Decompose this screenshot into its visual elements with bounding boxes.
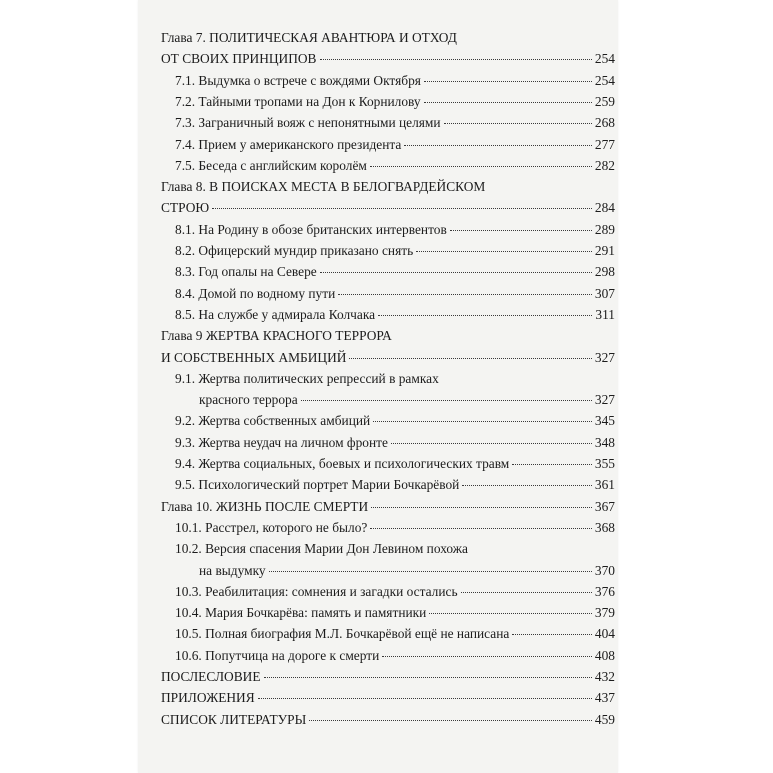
dot-leader xyxy=(512,634,592,635)
section-title: 8.3. Год опалы на Севере xyxy=(175,264,317,280)
toc-entry[interactable] xyxy=(175,648,615,664)
page-number: 345 xyxy=(594,413,615,429)
page-number: 408 xyxy=(594,647,615,663)
section-title: 10.4. Мария Бочкарёва: память и памятники xyxy=(175,605,427,621)
dot-leader xyxy=(301,400,592,401)
section-title: 9.3. Жертва неудач на личном фронте xyxy=(175,434,388,450)
page-number: 355 xyxy=(594,456,615,471)
toc-entry[interactable] xyxy=(199,563,615,579)
chapter-title-line: Глава 9 ЖЕРТВА КРАСНОГО ТЕРРОРА xyxy=(161,328,392,344)
page-number: 311 xyxy=(595,306,615,322)
dot-leader xyxy=(320,272,592,273)
dot-leader xyxy=(444,123,592,124)
page-number: 437 xyxy=(594,690,615,706)
toc-entry[interactable] xyxy=(161,499,615,515)
page-number: 379 xyxy=(594,605,615,621)
toc-entry[interactable] xyxy=(161,712,615,728)
toc-entry[interactable] xyxy=(175,477,615,493)
dot-leader xyxy=(382,656,592,657)
toc-entry[interactable] xyxy=(175,435,615,451)
toc-entry[interactable] xyxy=(161,690,615,706)
section-title: 9.5. Психологический портрет Марии Бочкарёвой xyxy=(175,477,460,493)
dot-leader xyxy=(338,294,592,295)
toc-entry[interactable] xyxy=(175,307,615,323)
toc-entry[interactable] xyxy=(175,413,615,429)
page-number: 307 xyxy=(594,285,615,301)
toc-entry[interactable] xyxy=(175,222,615,238)
section-title: 9.2. Жертва собственных амбиций xyxy=(175,413,371,429)
section-title: 7.3. Заграничный вояж с непонятными целями xyxy=(175,115,441,131)
page-number: 254 xyxy=(594,51,615,67)
page-number: 291 xyxy=(594,243,615,258)
page-number: 404 xyxy=(594,626,615,642)
toc-entry[interactable] xyxy=(175,626,615,642)
chapter-title: ПРИЛОЖЕНИЯ xyxy=(161,690,255,706)
dot-leader xyxy=(309,720,592,721)
dot-leader xyxy=(416,251,592,252)
dot-leader xyxy=(371,507,592,508)
toc-entry[interactable] xyxy=(175,584,615,600)
page-number: 268 xyxy=(594,115,615,131)
dot-leader xyxy=(378,315,592,316)
page-number: 289 xyxy=(594,221,615,237)
dot-leader xyxy=(370,528,592,529)
section-title: 10.5. Полная биография М.Л. Бочкарёвой ещё не написана xyxy=(175,626,510,642)
dot-leader xyxy=(320,59,592,60)
page-number: 348 xyxy=(594,434,615,450)
dot-leader xyxy=(461,592,592,593)
section-title: 7.1. Выдумка о встрече с вождями Октября xyxy=(175,72,421,88)
page-number: 370 xyxy=(594,562,615,578)
dot-leader xyxy=(349,358,591,359)
chapter-title-line: Глава 7. ПОЛИТИЧЕСКАЯ АВАНТЮРА И ОТХОД xyxy=(161,30,457,45)
page-number: 254 xyxy=(594,72,615,88)
page-number: 376 xyxy=(594,583,615,599)
page-number: 282 xyxy=(594,157,615,173)
chapter-title: ОТ СВОИХ ПРИНЦИПОВ xyxy=(161,51,317,67)
section-title-line: 10.2. Версия спасения Марии Дон Левином похожа xyxy=(175,541,468,557)
toc-entry[interactable] xyxy=(161,669,615,685)
section-title: 7.2. Тайными тропами на Дон к Корнилову xyxy=(175,93,421,109)
chapter-title-line: Глава 8. В ПОИСКАХ МЕСТА В БЕЛОГВАРДЕЙСКОМ xyxy=(161,179,486,195)
toc-entry[interactable] xyxy=(175,286,615,302)
dot-leader xyxy=(404,145,592,146)
section-title: красного террора xyxy=(199,392,298,408)
toc-entry[interactable] xyxy=(199,392,615,408)
page-number: 459 xyxy=(594,711,615,727)
chapter-title: СТРОЮ xyxy=(161,200,210,216)
toc-entry[interactable] xyxy=(161,200,615,216)
dot-leader xyxy=(450,230,592,231)
chapter-title: И СОБСТВЕННЫХ АМБИЦИЙ xyxy=(161,349,347,365)
page-number: 367 xyxy=(594,498,615,514)
section-title-line: 9.1. Жертва политических репрессий в рамках xyxy=(175,370,439,386)
section-title: 8.1. На Родину в обозе британских интервентов xyxy=(175,221,447,237)
page-number: 298 xyxy=(594,264,615,280)
section-title: 10.3. Реабилитация: сомнения и загадки остались xyxy=(175,583,458,599)
chapter-title: СПИСОК ЛИТЕРАТУРЫ xyxy=(161,711,307,727)
dot-leader xyxy=(258,698,592,699)
dot-leader xyxy=(512,464,592,465)
dot-leader xyxy=(462,485,592,486)
toc-entry[interactable] xyxy=(161,350,615,366)
dot-leader xyxy=(373,421,592,422)
dot-leader xyxy=(424,81,592,82)
page-number: 361 xyxy=(594,477,615,493)
section-title: 8.5. На службе у адмирала Колчака xyxy=(175,306,376,322)
toc-entry[interactable] xyxy=(175,264,615,280)
toc-entry[interactable] xyxy=(175,94,615,110)
section-title: 7.4. Прием у американского президента xyxy=(175,136,402,152)
dot-leader xyxy=(370,166,592,167)
dot-leader xyxy=(212,208,592,209)
chapter-title: Глава 10. ЖИЗНЬ ПОСЛЕ СМЕРТИ xyxy=(161,498,369,514)
page-number: 277 xyxy=(594,136,615,152)
dot-leader xyxy=(429,613,592,614)
toc-entry[interactable] xyxy=(175,456,615,472)
toc-entry[interactable] xyxy=(175,137,615,153)
section-title: 10.1. Расстрел, которого не было? xyxy=(175,519,368,535)
chapter-title: ПОСЛЕСЛОВИЕ xyxy=(161,669,261,684)
toc-entry[interactable] xyxy=(175,158,615,174)
toc-entry[interactable] xyxy=(175,243,615,259)
toc-entry[interactable] xyxy=(175,520,615,536)
page-number: 284 xyxy=(594,200,615,216)
toc-entry[interactable] xyxy=(175,73,615,89)
section-title: 9.4. Жертва социальных, боевых и психологических травм xyxy=(175,456,510,471)
dot-leader xyxy=(264,677,592,678)
page-number: 368 xyxy=(594,519,615,535)
page-number: 327 xyxy=(594,392,615,408)
page-number: 259 xyxy=(594,93,615,109)
section-title: 8.4. Домой по водному пути xyxy=(175,285,336,301)
page-number: 432 xyxy=(594,669,615,684)
dot-leader xyxy=(269,571,592,572)
section-title: 10.6. Попутчица на дороге к смерти xyxy=(175,647,380,663)
dot-leader xyxy=(424,102,592,103)
page-number: 327 xyxy=(594,349,615,365)
toc-entry[interactable] xyxy=(161,51,615,67)
section-title: 7.5. Беседа с английским королём xyxy=(175,157,367,173)
section-title: на выдумку xyxy=(199,562,266,578)
toc-entry[interactable] xyxy=(175,115,615,131)
dot-leader xyxy=(391,443,592,444)
toc-entry[interactable] xyxy=(175,605,615,621)
section-title: 8.2. Офицерский мундир приказано снять xyxy=(175,243,414,258)
